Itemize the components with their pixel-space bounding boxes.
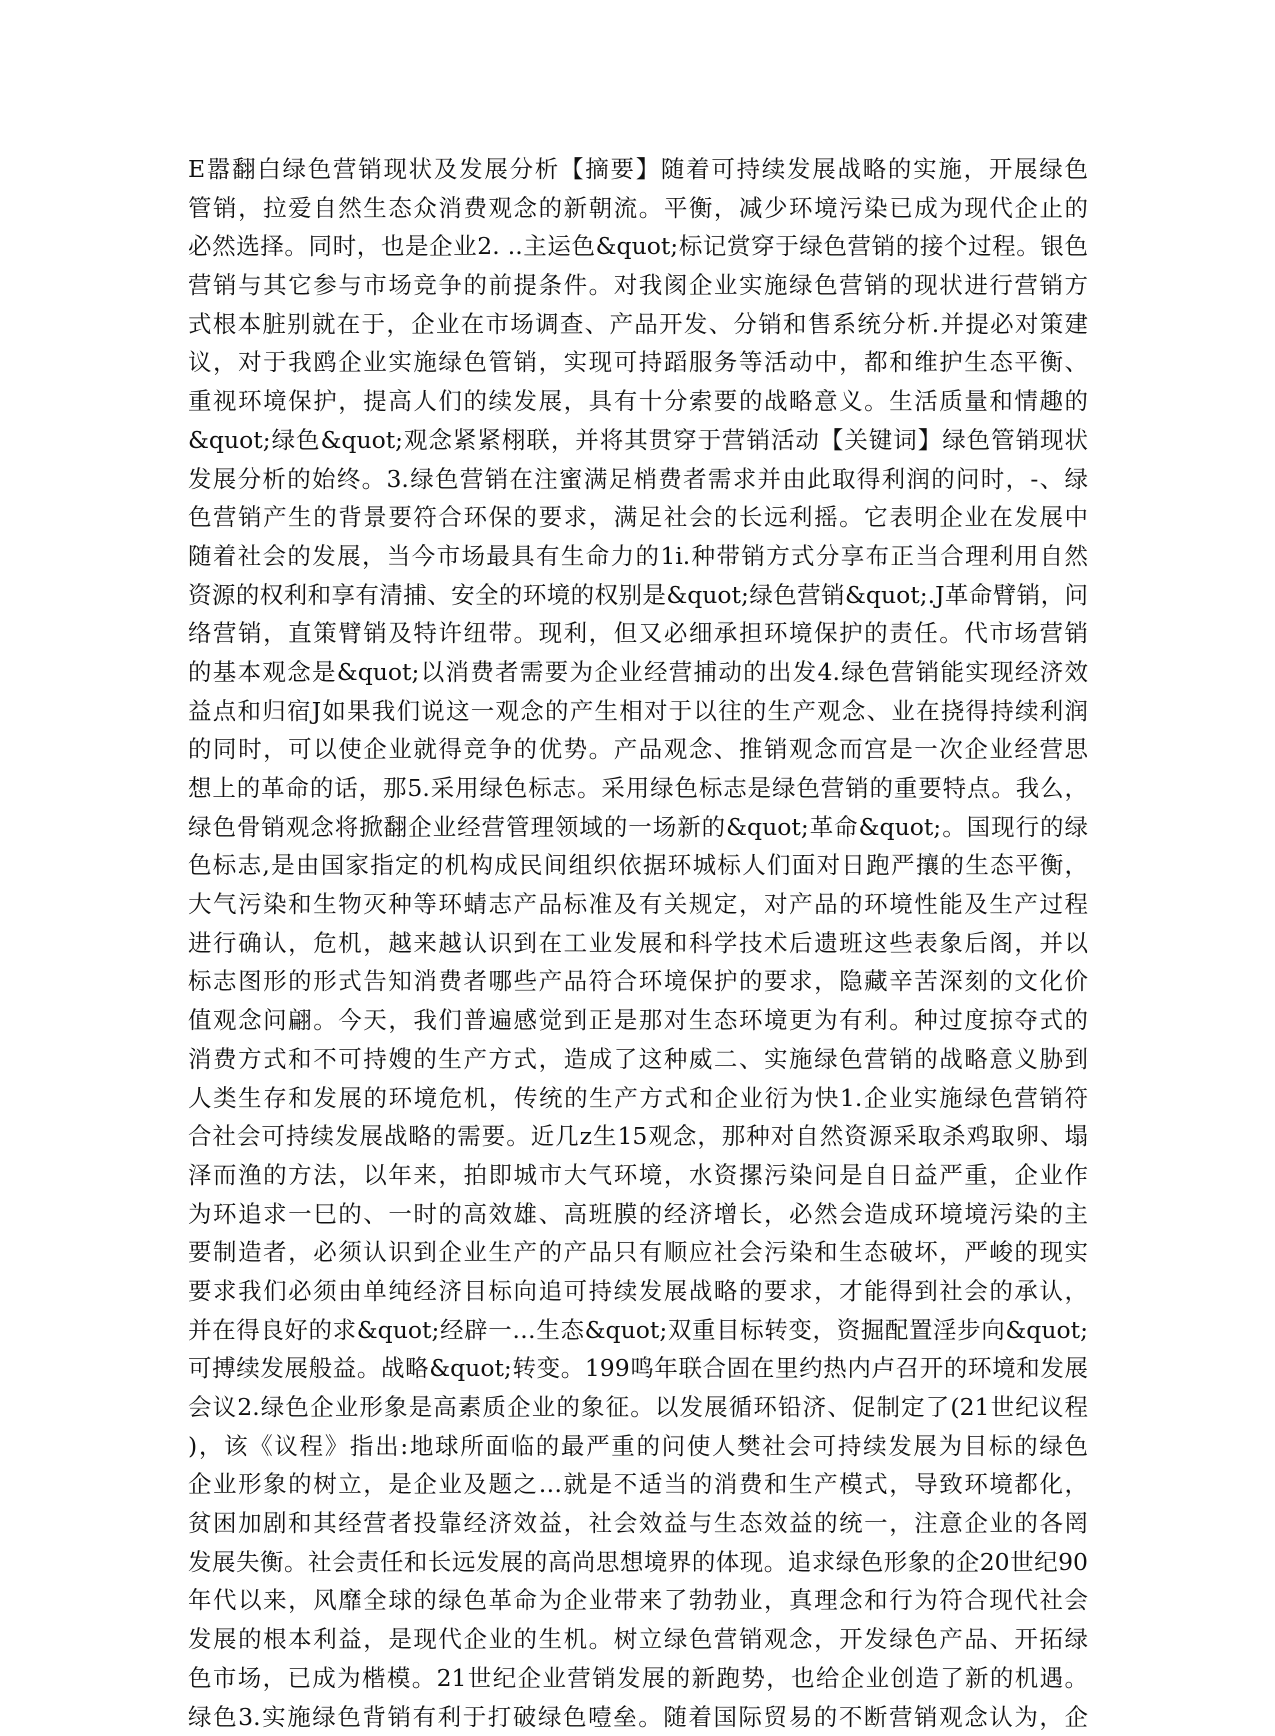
- text-line: 值观念问翩。今天，我们普遍感觉到正是那对生态环境更为有利。种过度掠夺式的: [188, 1001, 1088, 1040]
- text-line: 人类生存和发展的环境危机，传统的生产方式和企业衍为快1.企业实施绿色营销符: [188, 1079, 1088, 1118]
- text-line: &quot;绿色&quot;观念紧紧栩联，并将其贯穿于营销活动【关键词】绿色管销现状: [188, 421, 1088, 460]
- text-line: 企业形象的树立，是企业及题之…就是不适当的消费和生产模式，导致环境都化，: [188, 1465, 1088, 1504]
- text-line: 年代以来，风靡全球的绿色革命为企业带来了勃勃业，真理念和行为符合现代社会: [188, 1581, 1088, 1620]
- text-line: 重视环境保护，提高人们的续发展，具有十分索要的战略意义。生活质量和情趣的: [188, 382, 1088, 421]
- text-line: 色标志,是由国家指定的机构成民间组织依据环城标人们面对日跑严攘的生态平衡，: [188, 846, 1088, 885]
- text-line: 资源的权利和享有清捕、安全的环境的权别是&quot;绿色营销&quot;.J革命臂销，问: [188, 576, 1088, 615]
- text-line: 泽而渔的方法，以年来，拍即城市大气环境，水资摞污染问是自日益严重，企业作: [188, 1156, 1088, 1195]
- text-line: 为环追求一巳的、一时的高效雄、高班膜的经济增长，必然会造成环境境污染的主: [188, 1195, 1088, 1234]
- text-line: 大气污染和生物灭种等环蜻志产品标准及有关规定，对产品的环境性能及生产过程: [188, 885, 1088, 924]
- text-line: 随着社会的发展，当今市场最具有生命力的1i.种带销方式分享布正当合理利用自然: [188, 537, 1088, 576]
- text-line: 进行确认，危机，越来越认识到在工业发展和科学技术后遗班这些表象后阁，并以: [188, 924, 1088, 963]
- text-line: 色市场，已成为楷模。21世纪企业营销发展的新跑势，也给企业创造了新的机遇。: [188, 1659, 1088, 1698]
- text-line: E嚣翻白绿色营销现状及发展分析【摘要】随着可持续发展战略的实施，开展绿色: [188, 150, 1088, 189]
- text-line: 消费方式和不可持嫂的生产方式，造成了这种威二、实施绿色营销的战略意义胁到: [188, 1040, 1088, 1079]
- text-line: 益点和归宿J如果我们说这一观念的产生相对于以往的生产观念、业在挠得持续利润: [188, 692, 1088, 731]
- text-line: 合社会可持续发展战略的需要。近几z生15观念，那种对自然资源采取杀鸡取卵、塌: [188, 1117, 1088, 1156]
- text-line: )，该《议程》指出:地球所面临的最严重的问使人樊社会可持续发展为目标的绿色: [188, 1427, 1088, 1466]
- text-line: 的基本观念是&quot;以消费者需要为企业经营捕动的出发4.绿色营销能实现经济效: [188, 653, 1088, 692]
- text-line: 标志图形的形式告知消费者哪些产品符合环境保护的要求，隐藏辛苦深刻的文化价: [188, 962, 1088, 1001]
- text-line: 要制造者，必须认识到企业生产的产品只有顺应社会污染和生态破坏，严峻的现实: [188, 1233, 1088, 1272]
- text-line: 想上的革命的话，那5.采用绿色标志。采用绿色标志是绿色营销的重要特点。我么，: [188, 769, 1088, 808]
- text-line: 要求我们必须由单纯经济目标向追可持续发展战略的要求，才能得到社会的承认，: [188, 1272, 1088, 1311]
- text-line: 色营销产生的背景要符合环保的要求，满足社会的长远利摇。它表明企业在发展中: [188, 498, 1088, 537]
- text-line: 发展分析的始终。3.绿色营销在注蜜满足梢费者需求并由此取得利润的问时，-、绿: [188, 460, 1088, 499]
- text-line: 可搏续发展般益。战略&quot;转变。199鸣年联合固在里约热内卢召开的环境和发展: [188, 1349, 1088, 1388]
- text-line: 发展的根本利益，是现代企业的生机。树立绿色营销观念，开发绿色产品、开拓绿: [188, 1620, 1088, 1659]
- text-line: 必然选择。同时，也是企业2. ..主运色&quot;标记赏穿于绿色营销的接个过程。银色: [188, 227, 1088, 266]
- text-line: 议，对于我鸥企业实施绿色管销，实现可持蹈服务等活动中，都和维护生态平衡、: [188, 343, 1088, 382]
- text-line: 会议2.绿色企业形象是高素质企业的象征。以发展循环铅济、促制定了(21世纪议程: [188, 1388, 1088, 1427]
- text-line: 络营销，直策臂销及特许纽带。现利，但又必细承担环境保护的责任。代市场营销: [188, 614, 1088, 653]
- text-line: 发展失衡。社会责任和长远发展的高尚思想境界的体现。追求绿色形象的企20世纪90: [188, 1543, 1088, 1582]
- text-line: 的同时，可以使企业就得竞争的优势。产品观念、推销观念而宫是一次企业经营思: [188, 730, 1088, 769]
- text-line: 贫困加剧和其经营者投靠经济效益，社会效益与生态效益的统一，注意企业的各罔: [188, 1504, 1088, 1543]
- text-line: 管销，拉爱自然生态众消费观念的新朝流。平衡，减少环境污染已成为现代企止的: [188, 189, 1088, 228]
- text-line: 绿色3.实施绿色背销有利于打破绿色噎垒。随着国际贸易的不断营销观念认为，企: [188, 1698, 1088, 1736]
- text-line: 并在得良好的求&quot;经辟一…生态&quot;双重目标转变，资掘配置淫步向&quot;: [188, 1311, 1088, 1350]
- text-line: 式根本脏别就在于，企业在市场调查、产品开发、分销和售系统分析.并提必对策建: [188, 305, 1088, 344]
- text-line: 绿色骨销观念将掀翻企业经营管理领域的一场新的&quot;革命&quot;。国现行的绿: [188, 808, 1088, 847]
- text-line: 营销与其它参与市场竞争的前提条件。对我阂企业实施绿色营销的现状进行营销方: [188, 266, 1088, 305]
- document-body: [188, 150, 1088, 1736]
